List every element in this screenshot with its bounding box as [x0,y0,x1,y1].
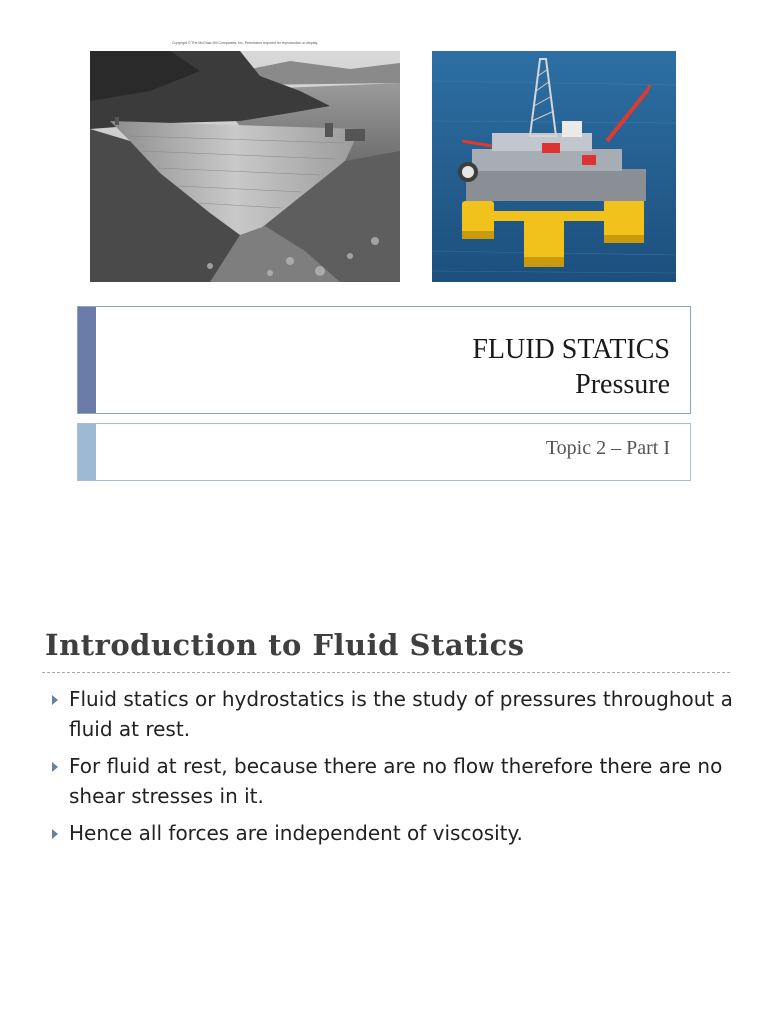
bullet-text: For fluid at rest, because there are no flow therefore there are no shear stresses in it. [69,754,723,808]
offshore-platform-photo [432,51,676,282]
slide-title: FLUID STATICS [472,334,670,365]
heading-divider [42,672,730,673]
slide-title-line2: Pressure [575,369,670,400]
bullet-arrow-icon [52,829,58,839]
slide-heading: Introduction to Fluid Statics [45,628,525,662]
title-accent-bar [78,307,96,413]
content-slide [0,600,768,1024]
slide-subtitle: Topic 2 – Part I [545,437,670,459]
bullet-item [45,818,735,848]
bullet-item [45,751,735,811]
subtitle-box [77,423,691,481]
bullet-item [45,684,735,744]
bullet-arrow-icon [52,762,58,772]
bullet-text: Hence all forces are independent of viscosity. [69,821,523,845]
dam-photo [90,51,400,282]
title-box [77,306,691,414]
bullet-list [45,684,735,855]
copyright-notice: Copyright © The McGraw-Hill Companies, Inc. Permission required for reproduction or display. [171,41,318,45]
bullet-text: Fluid statics or hydrostatics is the study of pressures throughout a fluid at rest. [69,687,733,741]
subtitle-accent-bar [78,424,96,480]
bullet-arrow-icon [52,695,58,705]
